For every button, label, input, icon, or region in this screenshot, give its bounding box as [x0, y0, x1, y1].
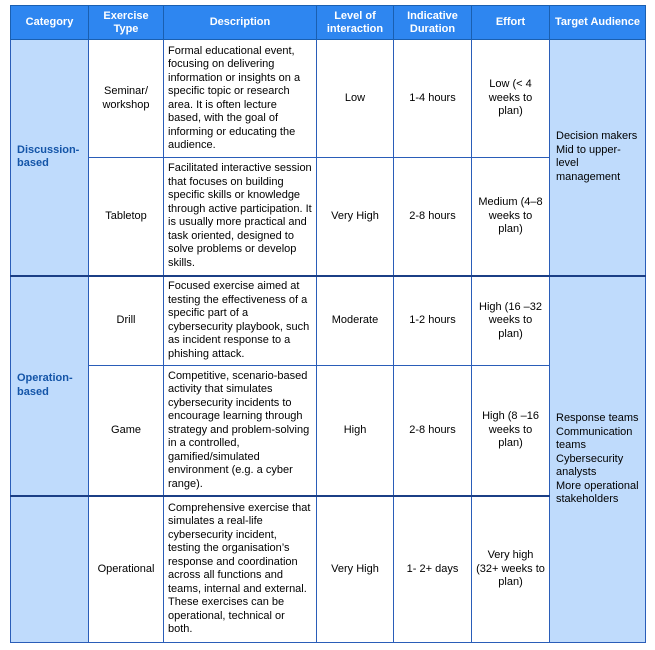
exercise-type-cell: Operational	[89, 496, 164, 643]
description-cell: Formal educational event, focusing on delivering information or insights on a specific topic or research area. It is often lecture based, with the goal of informing or educating the audience.	[164, 40, 317, 158]
duration-cell: 2-8 hours	[394, 158, 472, 276]
category-operation-based: Operation-based	[11, 276, 89, 496]
audience-item: Decision makers	[556, 130, 638, 143]
audience-item: Mid to upper-level management	[556, 143, 621, 183]
audience-item: Communication teams	[556, 425, 633, 451]
table-row	[11, 40, 646, 158]
duration-cell: 2-8 hours	[394, 366, 472, 496]
table-row	[11, 276, 646, 366]
level-cell: High	[317, 366, 394, 496]
effort-cell: High (8 –16 weeks to plan)	[472, 366, 550, 496]
exercise-types-table	[10, 5, 646, 643]
category-empty-cell	[11, 496, 89, 643]
description-cell: Competitive, scenario-based activity that simulates cybersecurity incidents to encourage learning through strategy and problem-solving in a controlled, gamified/simulated environment (e.g. a cyber range).	[164, 366, 317, 496]
exercise-types-table-container	[10, 5, 645, 645]
header-indicative-duration: Indicative Duration	[394, 6, 472, 40]
duration-cell: 1-4 hours	[394, 40, 472, 158]
effort-cell: Low (< 4 weeks to plan)	[472, 40, 550, 158]
audience-item: Cybersecurity analysts	[556, 452, 624, 478]
audience-discussion-based	[550, 40, 646, 276]
exercise-type-cell: Tabletop	[89, 158, 164, 276]
header-effort: Effort	[472, 6, 550, 40]
duration-cell: 1- 2+ days	[394, 496, 472, 643]
audience-operation-based	[550, 276, 646, 643]
header-row	[11, 6, 646, 40]
description-cell: Focused exercise aimed at testing the effectiveness of a specific part of a cybersecurity playbook, such as incident response to a phishing attack.	[164, 276, 317, 366]
effort-cell: High (16 –32 weeks to plan)	[472, 276, 550, 366]
header-exercise-type: Exercise Type	[89, 6, 164, 40]
audience-item: More operational stakeholders	[556, 479, 639, 505]
header-target-audience: Target Audience	[550, 6, 646, 40]
category-discussion-based: Discussion-based	[11, 40, 89, 276]
exercise-type-cell: Drill	[89, 276, 164, 366]
effort-cell: Medium (4–8 weeks to plan)	[472, 158, 550, 276]
audience-item: Response teams	[556, 412, 639, 424]
exercise-type-cell: Game	[89, 366, 164, 496]
level-cell: Low	[317, 40, 394, 158]
level-cell: Very High	[317, 496, 394, 643]
header-level-of-interaction: Level of interaction	[317, 6, 394, 40]
exercise-type-cell: Seminar/ workshop	[89, 40, 164, 158]
duration-cell: 1-2 hours	[394, 276, 472, 366]
level-cell: Moderate	[317, 276, 394, 366]
effort-cell: Very high (32+ weeks to plan)	[472, 496, 550, 643]
header-category: Category	[11, 6, 89, 40]
level-cell: Very High	[317, 158, 394, 276]
description-cell: Comprehensive exercise that simulates a real-life cybersecurity incident, testing the organisation’s response and coordination across all functions and teams, internal and external. These exercises can be operational, technical or both.	[164, 496, 317, 643]
header-description: Description	[164, 6, 317, 40]
description-cell: Facilitated interactive session that focuses on building specific skills or knowledge through active participation. It is usually more practical and task oriented, designed to solve problems or develop skills.	[164, 158, 317, 276]
